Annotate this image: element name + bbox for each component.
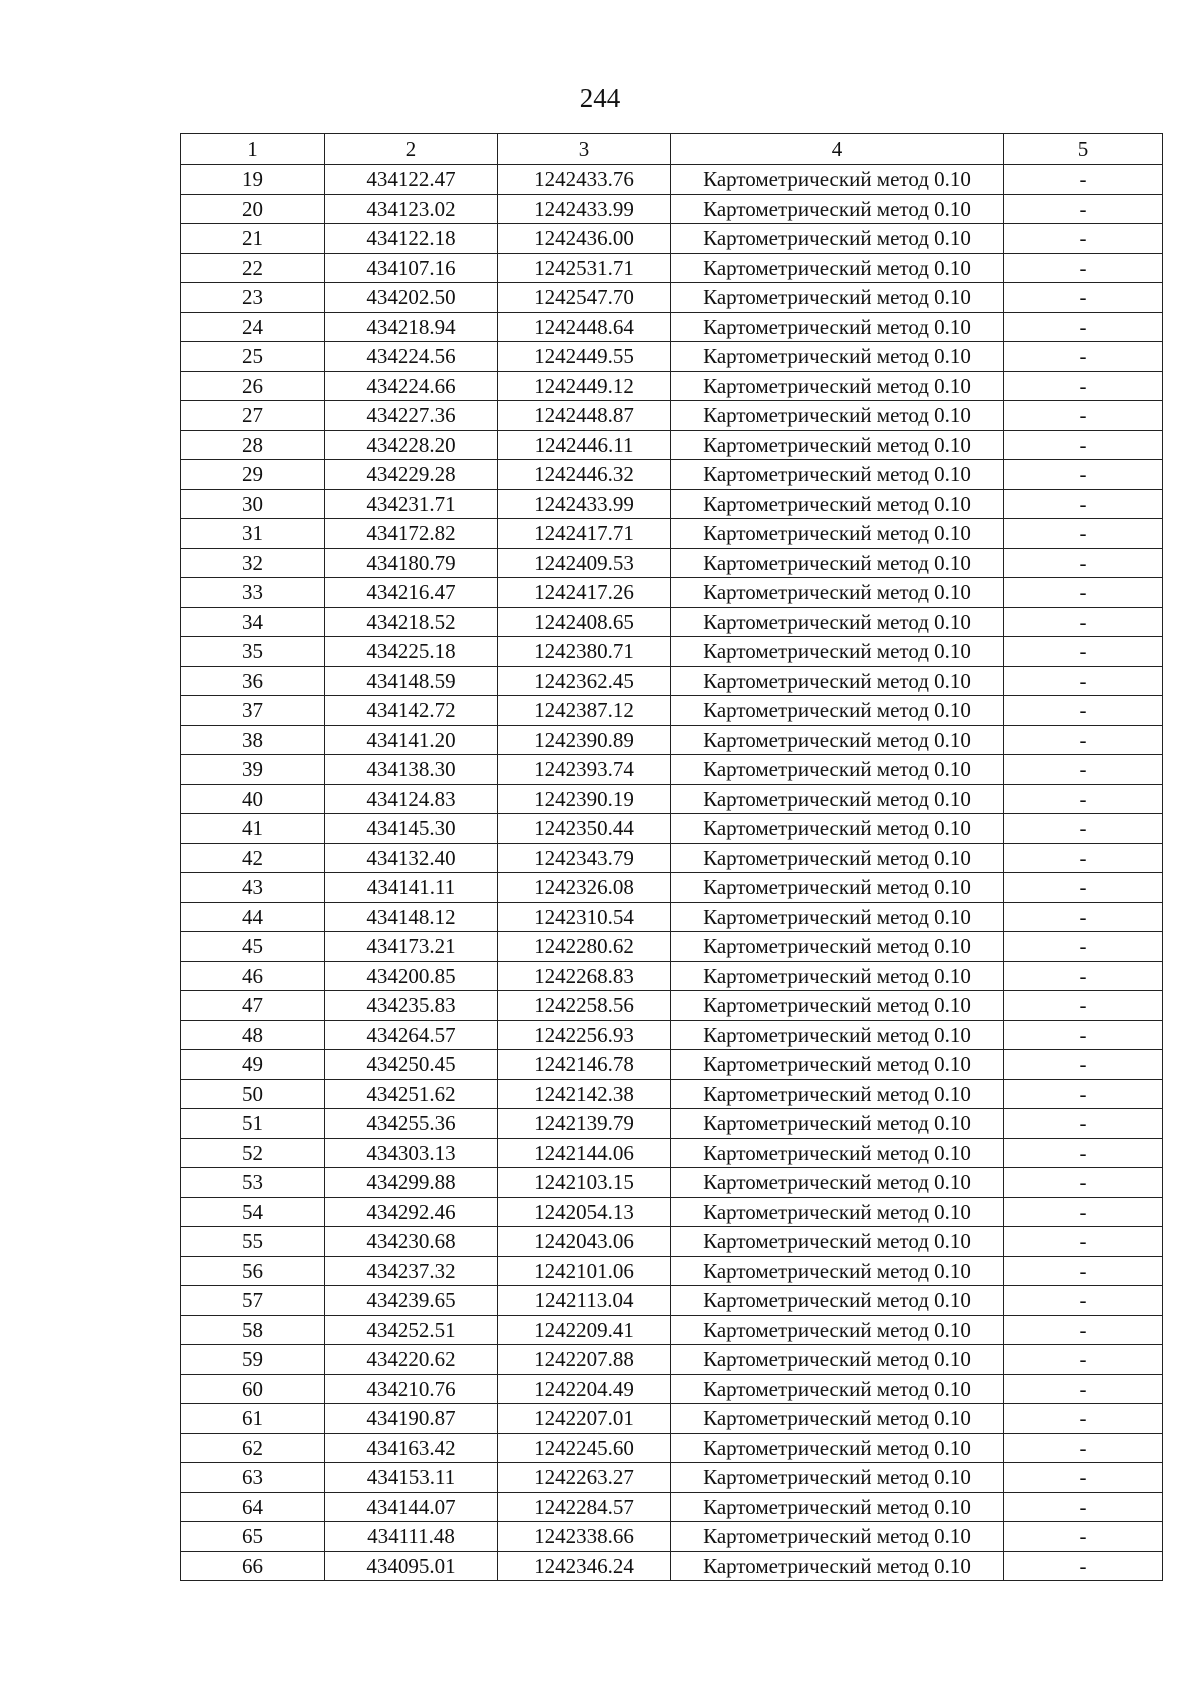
- cell-coord-x: 434173.21: [325, 932, 498, 962]
- cell-note: -: [1004, 224, 1163, 254]
- table-row: [181, 253, 1163, 283]
- cell-method-accuracy: Картометрический метод 0.10: [671, 814, 1004, 844]
- table-row: [181, 401, 1163, 431]
- cell-note: -: [1004, 1138, 1163, 1168]
- cell-coord-y: 1242113.04: [498, 1286, 671, 1316]
- cell-coord-y: 1242362.45: [498, 666, 671, 696]
- table-row: [181, 519, 1163, 549]
- cell-point-number: 62: [181, 1433, 325, 1463]
- table-row: [181, 489, 1163, 519]
- cell-coord-y: 1242409.53: [498, 548, 671, 578]
- cell-point-number: 41: [181, 814, 325, 844]
- cell-method-accuracy: Картометрический метод 0.10: [671, 578, 1004, 608]
- coordinates-table: [180, 133, 1163, 1581]
- cell-coord-y: 1242043.06: [498, 1227, 671, 1257]
- cell-coord-x: 434235.83: [325, 991, 498, 1021]
- cell-method-accuracy: Картометрический метод 0.10: [671, 1050, 1004, 1080]
- table-row: [181, 696, 1163, 726]
- header-col-1: 1: [181, 134, 325, 165]
- header-row: [181, 134, 1163, 165]
- cell-point-number: 34: [181, 607, 325, 637]
- cell-point-number: 49: [181, 1050, 325, 1080]
- cell-coord-y: 1242338.66: [498, 1522, 671, 1552]
- cell-note: -: [1004, 902, 1163, 932]
- cell-note: -: [1004, 814, 1163, 844]
- cell-coord-y: 1242280.62: [498, 932, 671, 962]
- cell-note: -: [1004, 578, 1163, 608]
- cell-coord-x: 434224.56: [325, 342, 498, 372]
- cell-note: -: [1004, 1404, 1163, 1434]
- header-col-2: 2: [325, 134, 498, 165]
- table-row: [181, 578, 1163, 608]
- cell-coord-y: 1242101.06: [498, 1256, 671, 1286]
- cell-coord-x: 434111.48: [325, 1522, 498, 1552]
- cell-coord-y: 1242209.41: [498, 1315, 671, 1345]
- cell-point-number: 20: [181, 194, 325, 224]
- table-row: [181, 1404, 1163, 1434]
- cell-point-number: 35: [181, 637, 325, 667]
- table-row: [181, 1374, 1163, 1404]
- cell-coord-y: 1242346.24: [498, 1551, 671, 1581]
- cell-note: -: [1004, 1197, 1163, 1227]
- cell-coord-x: 434148.12: [325, 902, 498, 932]
- cell-note: -: [1004, 1050, 1163, 1080]
- cell-coord-x: 434172.82: [325, 519, 498, 549]
- cell-point-number: 25: [181, 342, 325, 372]
- cell-coord-y: 1242054.13: [498, 1197, 671, 1227]
- cell-note: -: [1004, 371, 1163, 401]
- cell-coord-x: 434144.07: [325, 1492, 498, 1522]
- table-row: [181, 1551, 1163, 1581]
- cell-coord-x: 434202.50: [325, 283, 498, 313]
- cell-coord-x: 434153.11: [325, 1463, 498, 1493]
- cell-coord-y: 1242284.57: [498, 1492, 671, 1522]
- cell-coord-y: 1242380.71: [498, 637, 671, 667]
- table-row: [181, 1227, 1163, 1257]
- cell-coord-y: 1242326.08: [498, 873, 671, 903]
- cell-note: -: [1004, 342, 1163, 372]
- cell-note: -: [1004, 873, 1163, 903]
- cell-point-number: 48: [181, 1020, 325, 1050]
- cell-point-number: 64: [181, 1492, 325, 1522]
- cell-coord-x: 434250.45: [325, 1050, 498, 1080]
- cell-method-accuracy: Картометрический метод 0.10: [671, 1020, 1004, 1050]
- table-row: [181, 1463, 1163, 1493]
- table-row: [181, 873, 1163, 903]
- table-row: [181, 843, 1163, 873]
- table-row: [181, 1079, 1163, 1109]
- cell-note: -: [1004, 1522, 1163, 1552]
- table-row: [181, 1492, 1163, 1522]
- cell-point-number: 33: [181, 578, 325, 608]
- table-row: [181, 991, 1163, 1021]
- cell-method-accuracy: Картометрический метод 0.10: [671, 1345, 1004, 1375]
- cell-coord-x: 434124.83: [325, 784, 498, 814]
- cell-method-accuracy: Картометрический метод 0.10: [671, 725, 1004, 755]
- cell-point-number: 30: [181, 489, 325, 519]
- table-row: [181, 1168, 1163, 1198]
- cell-coord-x: 434141.11: [325, 873, 498, 903]
- cell-point-number: 45: [181, 932, 325, 962]
- cell-point-number: 54: [181, 1197, 325, 1227]
- cell-method-accuracy: Картометрический метод 0.10: [671, 1079, 1004, 1109]
- cell-note: -: [1004, 460, 1163, 490]
- cell-method-accuracy: Картометрический метод 0.10: [671, 1404, 1004, 1434]
- cell-point-number: 36: [181, 666, 325, 696]
- cell-coord-x: 434255.36: [325, 1109, 498, 1139]
- cell-point-number: 22: [181, 253, 325, 283]
- cell-point-number: 31: [181, 519, 325, 549]
- table-row: [181, 1315, 1163, 1345]
- cell-coord-x: 434095.01: [325, 1551, 498, 1581]
- header-col-4: 4: [671, 134, 1004, 165]
- cell-coord-y: 1242390.89: [498, 725, 671, 755]
- cell-point-number: 26: [181, 371, 325, 401]
- cell-note: -: [1004, 194, 1163, 224]
- table-row: [181, 637, 1163, 667]
- cell-coord-y: 1242433.76: [498, 165, 671, 195]
- cell-coord-y: 1242448.64: [498, 312, 671, 342]
- cell-point-number: 66: [181, 1551, 325, 1581]
- cell-method-accuracy: Картометрический метод 0.10: [671, 1551, 1004, 1581]
- cell-coord-x: 434142.72: [325, 696, 498, 726]
- cell-method-accuracy: Картометрический метод 0.10: [671, 637, 1004, 667]
- cell-coord-x: 434122.47: [325, 165, 498, 195]
- cell-note: -: [1004, 991, 1163, 1021]
- cell-note: -: [1004, 1109, 1163, 1139]
- cell-note: -: [1004, 1551, 1163, 1581]
- cell-coord-x: 434292.46: [325, 1197, 498, 1227]
- cell-coord-y: 1242207.88: [498, 1345, 671, 1375]
- cell-coord-y: 1242449.12: [498, 371, 671, 401]
- cell-coord-x: 434210.76: [325, 1374, 498, 1404]
- cell-note: -: [1004, 637, 1163, 667]
- cell-point-number: 61: [181, 1404, 325, 1434]
- cell-method-accuracy: Картометрический метод 0.10: [671, 1492, 1004, 1522]
- cell-note: -: [1004, 1433, 1163, 1463]
- cell-method-accuracy: Картометрический метод 0.10: [671, 283, 1004, 313]
- cell-coord-y: 1242258.56: [498, 991, 671, 1021]
- table-header: [181, 134, 1163, 165]
- cell-coord-y: 1242531.71: [498, 253, 671, 283]
- cell-coord-x: 434180.79: [325, 548, 498, 578]
- cell-coord-x: 434229.28: [325, 460, 498, 490]
- cell-method-accuracy: Картометрический метод 0.10: [671, 1138, 1004, 1168]
- cell-coord-x: 434264.57: [325, 1020, 498, 1050]
- cell-note: -: [1004, 666, 1163, 696]
- cell-coord-y: 1242144.06: [498, 1138, 671, 1168]
- cell-point-number: 42: [181, 843, 325, 873]
- cell-coord-x: 434239.65: [325, 1286, 498, 1316]
- cell-coord-x: 434145.30: [325, 814, 498, 844]
- cell-point-number: 58: [181, 1315, 325, 1345]
- cell-coord-x: 434230.68: [325, 1227, 498, 1257]
- cell-method-accuracy: Картометрический метод 0.10: [671, 902, 1004, 932]
- cell-point-number: 50: [181, 1079, 325, 1109]
- cell-coord-x: 434231.71: [325, 489, 498, 519]
- cell-coord-x: 434225.18: [325, 637, 498, 667]
- table-row: [181, 312, 1163, 342]
- cell-coord-x: 434303.13: [325, 1138, 498, 1168]
- cell-point-number: 65: [181, 1522, 325, 1552]
- table-row: [181, 902, 1163, 932]
- cell-point-number: 29: [181, 460, 325, 490]
- cell-note: -: [1004, 489, 1163, 519]
- table-row: [181, 1522, 1163, 1552]
- cell-method-accuracy: Картометрический метод 0.10: [671, 961, 1004, 991]
- cell-note: -: [1004, 1315, 1163, 1345]
- table-row: [181, 725, 1163, 755]
- cell-note: -: [1004, 1492, 1163, 1522]
- cell-note: -: [1004, 607, 1163, 637]
- cell-note: -: [1004, 1020, 1163, 1050]
- cell-coord-y: 1242207.01: [498, 1404, 671, 1434]
- cell-point-number: 60: [181, 1374, 325, 1404]
- cell-coord-x: 434251.62: [325, 1079, 498, 1109]
- table-row: [181, 607, 1163, 637]
- cell-point-number: 28: [181, 430, 325, 460]
- cell-method-accuracy: Картометрический метод 0.10: [671, 371, 1004, 401]
- cell-method-accuracy: Картометрический метод 0.10: [671, 548, 1004, 578]
- cell-method-accuracy: Картометрический метод 0.10: [671, 342, 1004, 372]
- cell-coord-x: 434132.40: [325, 843, 498, 873]
- cell-method-accuracy: Картометрический метод 0.10: [671, 1286, 1004, 1316]
- cell-coord-x: 434218.52: [325, 607, 498, 637]
- cell-coord-y: 1242547.70: [498, 283, 671, 313]
- cell-coord-y: 1242448.87: [498, 401, 671, 431]
- cell-note: -: [1004, 961, 1163, 991]
- cell-method-accuracy: Картометрический метод 0.10: [671, 430, 1004, 460]
- cell-point-number: 27: [181, 401, 325, 431]
- cell-point-number: 43: [181, 873, 325, 903]
- table-row: [181, 548, 1163, 578]
- cell-coord-y: 1242433.99: [498, 489, 671, 519]
- cell-note: -: [1004, 548, 1163, 578]
- cell-note: -: [1004, 843, 1163, 873]
- cell-method-accuracy: Картометрический метод 0.10: [671, 1522, 1004, 1552]
- cell-point-number: 57: [181, 1286, 325, 1316]
- cell-method-accuracy: Картометрический метод 0.10: [671, 607, 1004, 637]
- cell-coord-y: 1242390.19: [498, 784, 671, 814]
- cell-method-accuracy: Картометрический метод 0.10: [671, 1109, 1004, 1139]
- cell-method-accuracy: Картометрический метод 0.10: [671, 1227, 1004, 1257]
- table-row: [181, 932, 1163, 962]
- cell-note: -: [1004, 401, 1163, 431]
- cell-coord-y: 1242142.38: [498, 1079, 671, 1109]
- cell-coord-x: 434218.94: [325, 312, 498, 342]
- cell-coord-x: 434216.47: [325, 578, 498, 608]
- cell-method-accuracy: Картометрический метод 0.10: [671, 1168, 1004, 1198]
- page-number: 244: [579, 83, 621, 113]
- cell-note: -: [1004, 312, 1163, 342]
- cell-point-number: 32: [181, 548, 325, 578]
- cell-coord-y: 1242446.32: [498, 460, 671, 490]
- table-row: [181, 666, 1163, 696]
- cell-point-number: 24: [181, 312, 325, 342]
- header-col-5: 5: [1004, 134, 1163, 165]
- cell-point-number: 51: [181, 1109, 325, 1139]
- cell-note: -: [1004, 283, 1163, 313]
- cell-point-number: 52: [181, 1138, 325, 1168]
- cell-point-number: 37: [181, 696, 325, 726]
- cell-coord-y: 1242103.15: [498, 1168, 671, 1198]
- table-row: [181, 1109, 1163, 1139]
- cell-coord-y: 1242263.27: [498, 1463, 671, 1493]
- table-row: [181, 1197, 1163, 1227]
- cell-coord-x: 434190.87: [325, 1404, 498, 1434]
- cell-method-accuracy: Картометрический метод 0.10: [671, 932, 1004, 962]
- cell-coord-y: 1242417.71: [498, 519, 671, 549]
- table-row: [181, 1256, 1163, 1286]
- cell-method-accuracy: Картометрический метод 0.10: [671, 1315, 1004, 1345]
- cell-note: -: [1004, 1227, 1163, 1257]
- cell-coord-x: 434220.62: [325, 1345, 498, 1375]
- cell-point-number: 63: [181, 1463, 325, 1493]
- cell-method-accuracy: Картометрический метод 0.10: [671, 1197, 1004, 1227]
- cell-point-number: 39: [181, 755, 325, 785]
- table-row: [181, 961, 1163, 991]
- cell-coord-y: 1242393.74: [498, 755, 671, 785]
- cell-coord-y: 1242268.83: [498, 961, 671, 991]
- cell-method-accuracy: Картометрический метод 0.10: [671, 1433, 1004, 1463]
- cell-coord-y: 1242433.99: [498, 194, 671, 224]
- cell-method-accuracy: Картометрический метод 0.10: [671, 460, 1004, 490]
- cell-point-number: 53: [181, 1168, 325, 1198]
- cell-method-accuracy: Картометрический метод 0.10: [671, 1256, 1004, 1286]
- table-row: [181, 165, 1163, 195]
- cell-note: -: [1004, 253, 1163, 283]
- cell-coord-x: 434224.66: [325, 371, 498, 401]
- table-row: [181, 755, 1163, 785]
- cell-note: -: [1004, 1374, 1163, 1404]
- cell-method-accuracy: Картометрический метод 0.10: [671, 666, 1004, 696]
- header-col-3: 3: [498, 134, 671, 165]
- table-row: [181, 194, 1163, 224]
- cell-note: -: [1004, 519, 1163, 549]
- cell-point-number: 40: [181, 784, 325, 814]
- cell-note: -: [1004, 430, 1163, 460]
- cell-note: -: [1004, 1463, 1163, 1493]
- table-row: [181, 460, 1163, 490]
- cell-coord-x: 434123.02: [325, 194, 498, 224]
- cell-method-accuracy: Картометрический метод 0.10: [671, 1463, 1004, 1493]
- cell-note: -: [1004, 1079, 1163, 1109]
- cell-point-number: 44: [181, 902, 325, 932]
- cell-coord-x: 434138.30: [325, 755, 498, 785]
- cell-coord-y: 1242245.60: [498, 1433, 671, 1463]
- cell-method-accuracy: Картометрический метод 0.10: [671, 843, 1004, 873]
- table-row: [181, 1286, 1163, 1316]
- table-row: [181, 1020, 1163, 1050]
- cell-method-accuracy: Картометрический метод 0.10: [671, 401, 1004, 431]
- cell-coord-y: 1242139.79: [498, 1109, 671, 1139]
- cell-coord-y: 1242146.78: [498, 1050, 671, 1080]
- table-row: [181, 784, 1163, 814]
- cell-note: -: [1004, 725, 1163, 755]
- cell-point-number: 23: [181, 283, 325, 313]
- table-row: [181, 1050, 1163, 1080]
- cell-method-accuracy: Картометрический метод 0.10: [671, 194, 1004, 224]
- cell-note: -: [1004, 784, 1163, 814]
- cell-coord-x: 434200.85: [325, 961, 498, 991]
- cell-note: -: [1004, 1345, 1163, 1375]
- cell-coord-x: 434163.42: [325, 1433, 498, 1463]
- cell-coord-y: 1242408.65: [498, 607, 671, 637]
- cell-coord-y: 1242449.55: [498, 342, 671, 372]
- cell-note: -: [1004, 165, 1163, 195]
- cell-point-number: 19: [181, 165, 325, 195]
- table-row: [181, 430, 1163, 460]
- cell-coord-x: 434141.20: [325, 725, 498, 755]
- cell-coord-y: 1242256.93: [498, 1020, 671, 1050]
- table-row: [181, 283, 1163, 313]
- cell-note: -: [1004, 1256, 1163, 1286]
- cell-method-accuracy: Картометрический метод 0.10: [671, 991, 1004, 1021]
- cell-method-accuracy: Картометрический метод 0.10: [671, 519, 1004, 549]
- table-body: [181, 165, 1163, 1581]
- cell-method-accuracy: Картометрический метод 0.10: [671, 165, 1004, 195]
- cell-method-accuracy: Картометрический метод 0.10: [671, 873, 1004, 903]
- cell-point-number: 56: [181, 1256, 325, 1286]
- cell-coord-y: 1242436.00: [498, 224, 671, 254]
- cell-coord-x: 434148.59: [325, 666, 498, 696]
- cell-coord-x: 434252.51: [325, 1315, 498, 1345]
- cell-method-accuracy: Картометрический метод 0.10: [671, 312, 1004, 342]
- cell-note: -: [1004, 932, 1163, 962]
- table-row: [181, 1345, 1163, 1375]
- cell-method-accuracy: Картометрический метод 0.10: [671, 755, 1004, 785]
- cell-coord-y: 1242387.12: [498, 696, 671, 726]
- cell-note: -: [1004, 755, 1163, 785]
- cell-method-accuracy: Картометрический метод 0.10: [671, 1374, 1004, 1404]
- cell-point-number: 38: [181, 725, 325, 755]
- table-row: [181, 342, 1163, 372]
- cell-coord-y: 1242350.44: [498, 814, 671, 844]
- table-row: [181, 224, 1163, 254]
- cell-coord-x: 434237.32: [325, 1256, 498, 1286]
- cell-coord-y: 1242417.26: [498, 578, 671, 608]
- cell-coord-x: 434228.20: [325, 430, 498, 460]
- cell-coord-x: 434107.16: [325, 253, 498, 283]
- table-row: [181, 1138, 1163, 1168]
- cell-method-accuracy: Картометрический метод 0.10: [671, 696, 1004, 726]
- cell-coord-x: 434227.36: [325, 401, 498, 431]
- cell-note: -: [1004, 1286, 1163, 1316]
- cell-method-accuracy: Картометрический метод 0.10: [671, 489, 1004, 519]
- cell-coord-y: 1242204.49: [498, 1374, 671, 1404]
- cell-coord-y: 1242310.54: [498, 902, 671, 932]
- cell-point-number: 59: [181, 1345, 325, 1375]
- cell-coord-x: 434299.88: [325, 1168, 498, 1198]
- table-row: [181, 814, 1163, 844]
- cell-point-number: 55: [181, 1227, 325, 1257]
- cell-note: -: [1004, 1168, 1163, 1198]
- table-row: [181, 371, 1163, 401]
- cell-point-number: 21: [181, 224, 325, 254]
- cell-point-number: 46: [181, 961, 325, 991]
- cell-coord-y: 1242343.79: [498, 843, 671, 873]
- cell-point-number: 47: [181, 991, 325, 1021]
- cell-method-accuracy: Картометрический метод 0.10: [671, 224, 1004, 254]
- cell-method-accuracy: Картометрический метод 0.10: [671, 784, 1004, 814]
- cell-coord-x: 434122.18: [325, 224, 498, 254]
- cell-note: -: [1004, 696, 1163, 726]
- table-row: [181, 1433, 1163, 1463]
- cell-method-accuracy: Картометрический метод 0.10: [671, 253, 1004, 283]
- cell-coord-y: 1242446.11: [498, 430, 671, 460]
